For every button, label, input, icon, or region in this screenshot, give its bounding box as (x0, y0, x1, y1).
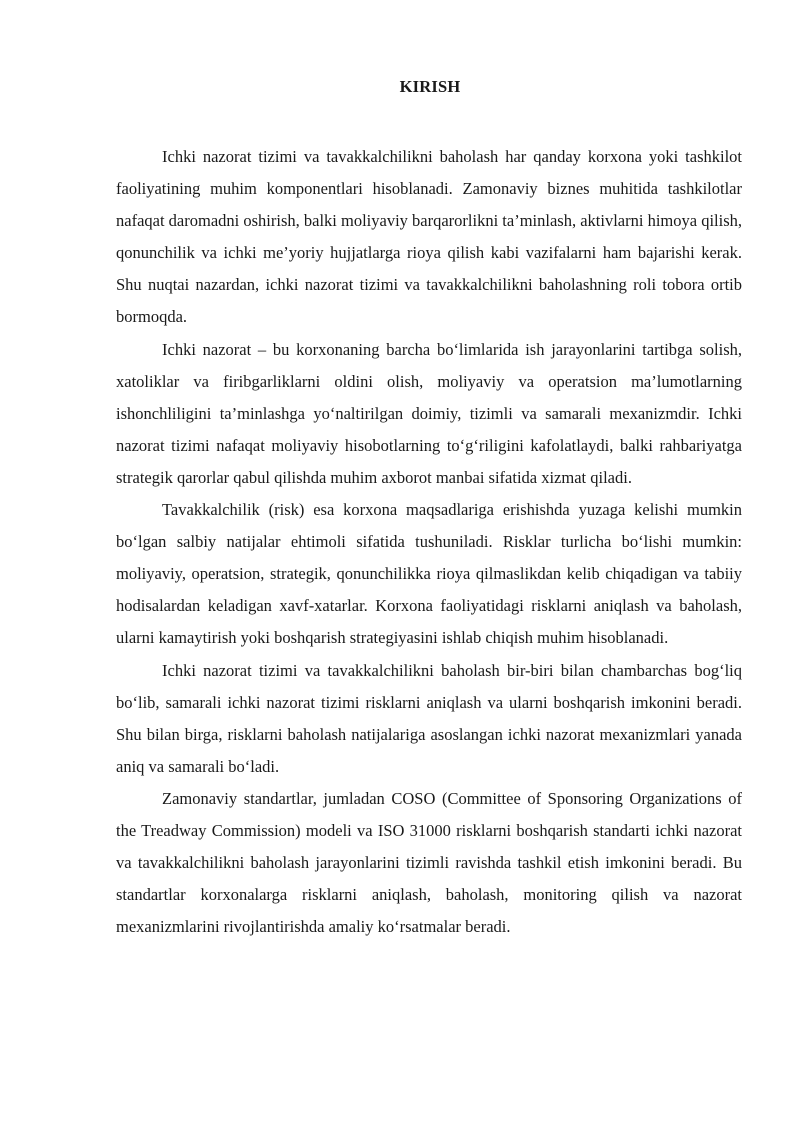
paragraph-2: Ichki nazorat – bu korxonaning barcha boʻlimlarida ish jarayonlarini tartibga solish, xatoliklar va firibgarliklarni oldini olish, moliyaviy va operatsion ma’lumotlarning ishonchliligini ta’minlashga yoʻnaltirilgan doimiy, tizimli va samarali mexanizmdir. Ichki nazorat tizimi nafaqat moliyaviy hisobotlarning toʻgʻriligini kafolatlaydi, balki rahbariyatga strategik qarorlar qabul qilishda muhim axborot manbai sifatida xizmat qiladi. (116, 339, 742, 487)
body-text (116, 141, 742, 943)
paragraph-1: Ichki nazorat tizimi va tavakkalchilikni baholash har qanday korxona yoki tashkilot faoliyatining muhim komponentlari hisoblanadi. Zamonaviy biznes muhitida tashkilotlar nafaqat daromadni oshirish, balki moliyaviy barqarorlikni ta’minlash, aktivlarni himoya qilish, qonunchilik va ichki me’yoriy hujjatlarga rioya qilish kabi vazifalarni ham bajarishi kerak. Shu nuqtai nazardan, ichki nazorat tizimi va tavakkalchilikni baholashning roli tobora ortib bormoqda. (116, 147, 742, 327)
paragraph-5: Zamonaviy standartlar, jumladan COSO (Committee of Sponsoring Organizations of the Treadway Commission) modeli va ISO 31000 risklarni boshqarish standarti ichki nazorat va tavakkalchilikni baholash jarayonlarini tizimli ravishda tashkil etish imkonini beradi. Bu standartlar korxonalarga risklarni aniqlash, baholash, monitoring qilish va nazorat mexanizmlarini rivojlantirishda amaliy koʻrsatmalar beradi. (116, 788, 742, 937)
paragraph-4: Ichki nazorat tizimi va tavakkalchilikni baholash bir-biri bilan chambarchas bogʻliq boʻlib, samarali ichki nazorat tizimi risklarni aniqlash va ularni boshqarish imkonini beradi. Shu bilan birga, risklarni baholash natijalariga asoslangan ichki nazorat mexanizmlari yanada aniq va samarali boʻladi. (116, 660, 742, 776)
paragraph-3: Tavakkalchilik (risk) esa korxona maqsadlariga erishishda yuzaga kelishi mumkin boʻlgan salbiy natijalar ehtimoli sifatida tushuniladi. Risklar turlicha boʻlishi mumkin: moliyaviy, operatsion, strategik, qonunchilikka rioya qilmaslikdan kelib chiqadigan va tabiiy hodisalardan keladigan xavf-xatarlar. Korxona faoliyatidagi risklarni aniqlash va baholash, ularni kamaytirish yoki boshqarish strategiyasini ishlab chiqish muhim hisoblanadi. (116, 500, 742, 648)
section-title: KIRISH (399, 77, 461, 96)
